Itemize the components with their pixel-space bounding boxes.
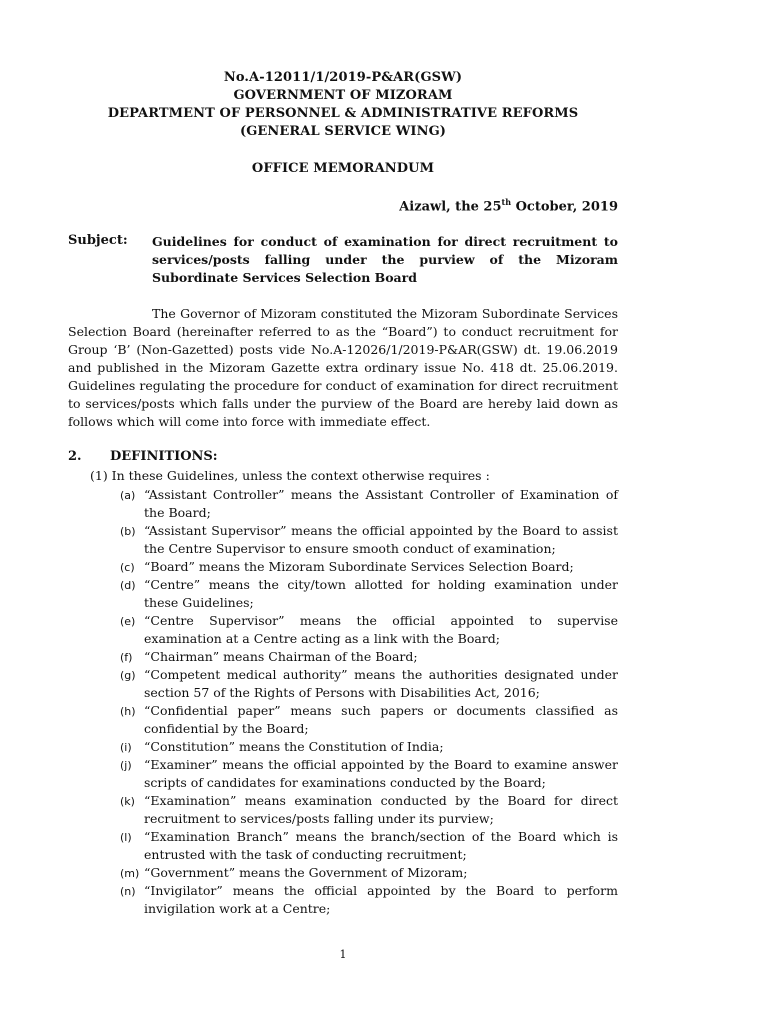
definition-item <box>120 666 618 702</box>
section-number: 2. <box>68 449 82 464</box>
definitions-list <box>120 486 618 918</box>
definition-item <box>120 702 618 738</box>
subject-label: Subject: <box>68 233 128 248</box>
subject-text: Guidelines for conduct of examination for direct recruitment to services/posts falling under the purview of the Mizoram Subordinate Services Selection Board <box>152 234 618 285</box>
definition-text: “Chairman” means Chairman of the Board; <box>144 649 418 664</box>
definition-item <box>120 522 618 558</box>
definition-item <box>120 486 618 522</box>
definition-text: “Examiner” means the official appointed by the Board to examine answer scripts of candidates for examinations conducted by the Board; <box>144 757 618 790</box>
body-paragraph: The Governor of Mizoram constituted the Mizoram Subordinate Services Selection Board (hereinafter referred to as the “Board”) to conduct recruitment for Group ‘B’ (Non-Gazetted) posts vide No.A-12026/1/2019-P&AR(GSW) dt. 19.06.2019 and published in the Mizoram Gazette extra ordinary issue No. 418 dt. 25.06.2019. Guidelines regulating the procedure for conduct of examination for direct recruitment to services/posts which falls under the purview of the Board are hereby laid down as follows which will come into force with immediate effect. <box>68 306 618 429</box>
definition-label: (h) <box>120 705 136 718</box>
definition-text: “Centre” means the city/town allotted for holding examination under these Guidelines; <box>144 577 618 610</box>
definition-text: “Government” means the Government of Mizoram; <box>144 865 468 880</box>
definition-label: (a) <box>120 489 136 502</box>
memo-title: OFFICE MEMORANDUM <box>251 161 435 176</box>
definition-label: (k) <box>120 795 135 808</box>
definition-item <box>120 756 618 792</box>
definition-label: (f) <box>120 651 133 664</box>
definition-item <box>120 882 618 918</box>
definition-text: “Centre Supervisor” means the official appointed to supervise examination at a Centre acting as a link with the Board; <box>144 613 618 646</box>
definition-text: “Assistant Controller” means the Assistant Controller of Examination of the Board; <box>144 487 618 520</box>
definition-item <box>120 828 618 864</box>
department-name: DEPARTMENT OF PERSONNEL & ADMINISTRATIVE REFORMS <box>107 106 579 121</box>
definition-text: “Examination” means examination conducted by the Board for direct recruitment to services/posts falling under its purview; <box>144 793 618 826</box>
definition-label: (b) <box>120 525 136 538</box>
definition-text: “Assistant Supervisor” means the official appointed by the Board to assist the Centre Supervisor to ensure smooth conduct of examination; <box>144 523 618 556</box>
government-name: GOVERNMENT OF MIZORAM <box>233 88 453 103</box>
definition-item <box>120 612 618 648</box>
definition-label: (m) <box>120 867 140 880</box>
date-prefix: Aizawl, the 25 <box>399 199 502 215</box>
memo-date <box>0 197 618 214</box>
definition-label: (c) <box>120 561 135 574</box>
definition-label: (j) <box>120 759 132 772</box>
definition-item <box>120 738 618 756</box>
definition-text: “Constitution” means the Constitution of India; <box>144 739 444 754</box>
definition-label: (n) <box>120 885 136 898</box>
definition-text: “Board” means the Mizoram Subordinate Services Selection Board; <box>144 559 574 574</box>
definition-label: (i) <box>120 741 132 754</box>
definition-label: (e) <box>120 615 136 628</box>
definition-item <box>120 576 618 612</box>
section-intro: (1) In these Guidelines, unless the context otherwise requires : <box>90 468 490 483</box>
date-suffix: October, 2019 <box>511 199 618 215</box>
wing-name: (GENERAL SERVICE WING) <box>239 124 447 139</box>
section-title: DEFINITIONS: <box>110 449 218 464</box>
memo-number: No.A-12011/1/2019-P&AR(GSW) <box>223 70 463 85</box>
date-ordinal: th <box>501 197 512 207</box>
definition-item <box>120 792 618 828</box>
definition-text: “Invigilator” means the official appointed by the Board to perform invigilation work at a Centre; <box>144 883 618 916</box>
definition-text: “Confidential paper” means such papers or documents classified as confidential by the Board; <box>144 703 618 736</box>
definition-label: (l) <box>120 831 132 844</box>
page-number: 1 <box>339 948 347 961</box>
definition-text: “Competent medical authority” means the authorities designated under section 57 of the Rights of Persons with Disabilities Act, 2016; <box>144 667 618 700</box>
definition-item <box>120 864 618 882</box>
definition-item <box>120 558 618 576</box>
definition-label: (g) <box>120 669 136 682</box>
definition-item <box>120 648 618 666</box>
definition-label: (d) <box>120 579 136 592</box>
definition-text: “Examination Branch” means the branch/section of the Board which is entrusted with the task of conducting recruitment; <box>144 829 618 862</box>
